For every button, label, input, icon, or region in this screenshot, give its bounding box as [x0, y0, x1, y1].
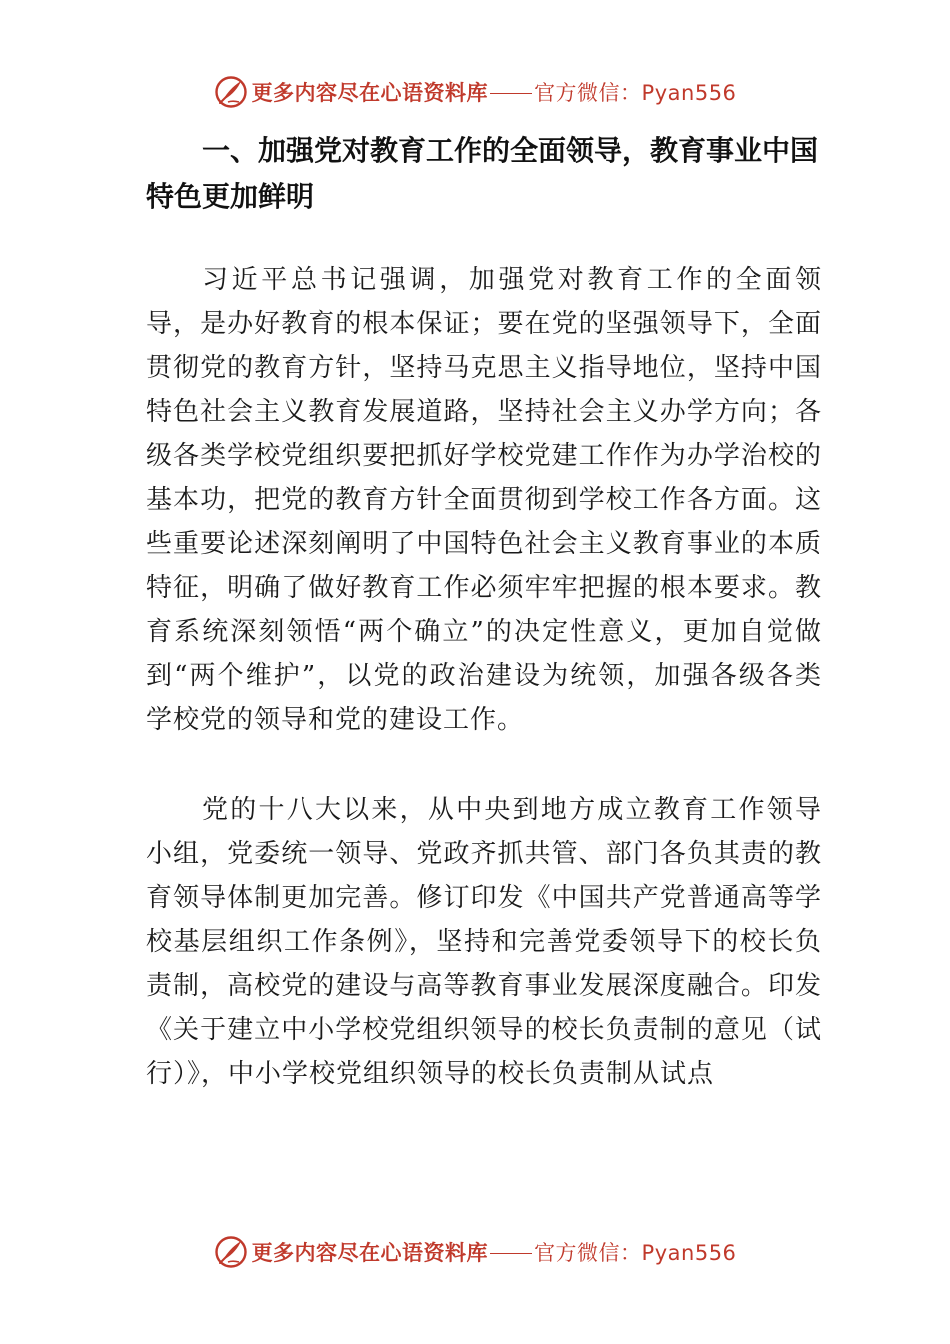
- watermark-dash: [490, 93, 532, 94]
- watermark-dash: [490, 1253, 532, 1254]
- quill-pen-circle-icon: [214, 1235, 248, 1269]
- watermark-text: [252, 1237, 737, 1267]
- body-paragraph-1: 习近平总书记强调，加强党对教育工作的全面领导，是办好教育的根本保证；要在党的坚强领导下，全面贯彻党的教育方针，坚持马克思主义指导地位，坚持中国特色社会主义教育发展道路，坚持社会主义办学方向；各级各类学校党组织要把抓好学校党建工作作为办学治校的基本功，把党的教育方针全面贯彻到学校工作各方面。这些重要论述深刻阐明了中国特色社会主义教育事业的本质特征，明确了做好教育工作必须牢牢把握的根本要求。教育系统深刻领悟“两个确立”的决定性意义，更加自觉做到“两个维护”，以党的政治建设为统领，加强各级各类学校党的领导和党的建设工作。: [146, 265, 822, 735]
- watermark-tail: 官方微信：Pyan556: [534, 81, 737, 105]
- section-heading: 一、加强党对教育工作的全面领导，教育事业中国特色更加鲜明: [146, 134, 819, 213]
- watermark-lead: 更多内容尽在心语资料库: [251, 80, 489, 105]
- watermark-lead: 更多内容尽在心语资料库: [251, 1240, 489, 1265]
- body-paragraph-2: 党的十八大以来，从中央到地方成立教育工作领导小组，党委统一领导、党政齐抓共管、部门各负其责的教育领导体制更加完善。修订印发《中国共产党普通高等学校基层组织工作条例》，坚持和完善党委领导下的校长负责制，高校党的建设与高等教育事业发展深度融合。印发《关于建立中小学校党组织领导的校长负责制的意见（试行）》，中小学校党组织领导的校长负责制从试点: [146, 795, 822, 1089]
- watermark-banner-bottom: [0, 1230, 950, 1274]
- watermark-banner-top: [0, 70, 950, 114]
- quill-pen-circle-icon: [214, 75, 248, 109]
- watermark-tail: 官方微信：Pyan556: [534, 1241, 737, 1265]
- watermark-text: [252, 77, 737, 107]
